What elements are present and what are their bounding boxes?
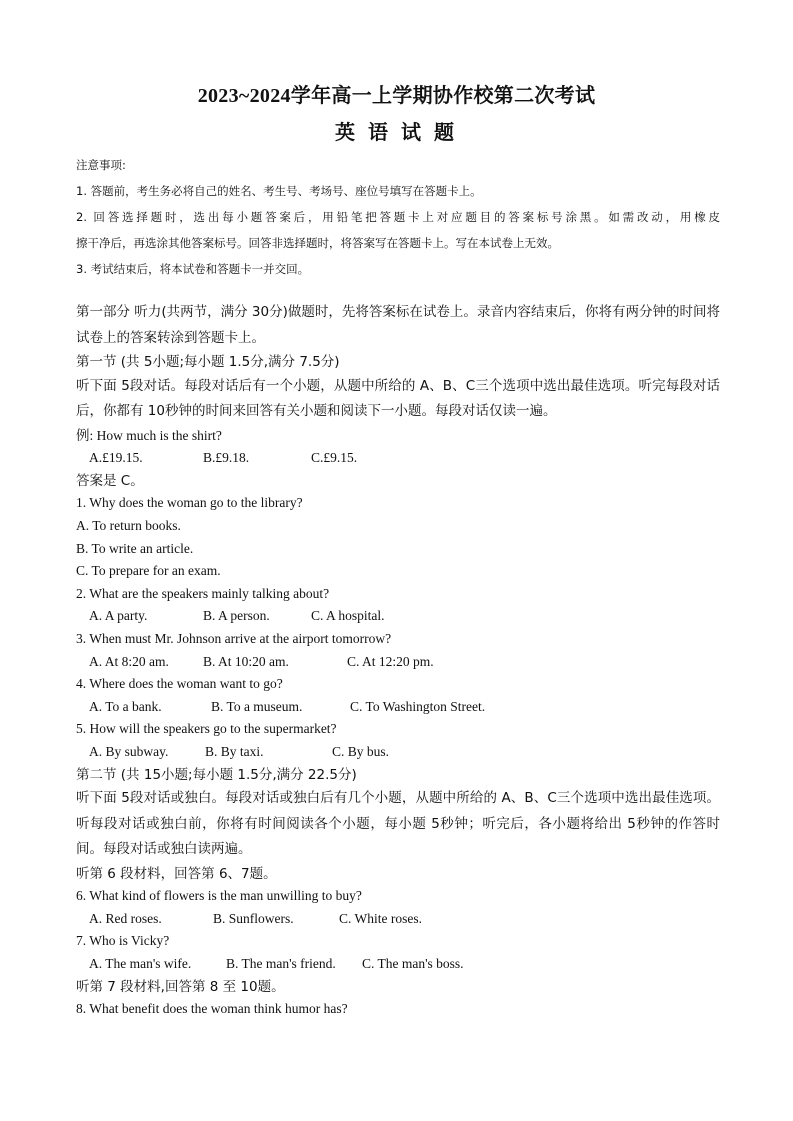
question-1-option-a: A. To return books. (76, 517, 181, 533)
question-6: 6. What kind of flowers is the man unwilling to buy? (76, 888, 362, 904)
question-7: 7. Who is Vicky? (76, 933, 170, 949)
notice-item-1: 1. 答题前，考生务必将自己的姓名、考生号、考场号、座位号填写在答题卡上。 (76, 184, 482, 198)
example-options (76, 447, 720, 470)
exam-subtitle: 英 语 试 题 (335, 122, 458, 144)
section2-title: 第二节 (共 15小题;每小题 1.5分,满分 22.5分) (76, 766, 357, 783)
example-answer: 答案是 C。 (76, 472, 144, 489)
notice-item-2-line-2: 擦干净后，再选涂其他答案标号。回答非选择题时，将答案写在答题卡上。写在本试卷上无效。 (76, 236, 559, 250)
notices-heading: 注意事项: (76, 158, 126, 172)
question-7-options (76, 953, 720, 976)
question-3: 3. When must Mr. Johnson arrive at the airport tomorrow? (76, 630, 392, 646)
notice-item-2-line-1: 2. 回答选择题时，选出每小题答案后，用铅笔把答题卡上对应题目的答案标号涂黑。如需改动，用橡皮 (76, 210, 720, 224)
section1-title: 第一节 (共 5小题;每小题 1.5分,满分 7.5分) (76, 354, 340, 370)
question-7-option-c: C. The man's boss. (362, 955, 464, 971)
part1-intro: 第一部分 听力(共两节，满分 30分)做题时，先将答案标在试卷上。录音内容结束后，你将有两分钟的时间将试卷上的答案转涂到答题卡上。 (76, 304, 720, 346)
question-6-option-a: A. Red roses. (89, 910, 162, 926)
material-6-intro: 听第 6 段材料，回答第 6、7题。 (76, 865, 277, 882)
question-7-option-b: B. The man's friend. (226, 955, 336, 971)
question-2: 2. What are the speakers mainly talking about? (76, 585, 330, 601)
material-7-intro: 听第 7 段材料,回答第 8 至 10题。 (76, 978, 285, 995)
listening-part (76, 300, 720, 1021)
section1-instructions: 听下面 5段对话。每段对话后有一个小题，从题中所给的 A、B、C三个选项中选出最佳选项。听完每段对话后，你都有 10秒钟的时间来回答有关小题和阅读下一小题。每段对话仅读一遍。 (76, 377, 720, 420)
question-5-options (76, 741, 720, 764)
question-5-option-a: A. By subway. (89, 743, 169, 759)
question-6-option-b: B. Sunflowers. (213, 910, 294, 926)
question-2-options (76, 605, 720, 628)
example-option-a: A.£19.15. (89, 450, 143, 466)
exam-title: 2023~2024学年高一上学期协作校第二次考试 (197, 85, 596, 107)
question-4-option-a: A. To a bank. (89, 698, 162, 714)
question-3-option-b: B. At 10:20 am. (203, 653, 289, 669)
question-2-option-b: B. A person. (203, 608, 270, 624)
example-question: 例: How much is the shirt? (76, 427, 222, 443)
question-6-option-c: C. White roses. (339, 910, 422, 926)
notices (76, 152, 720, 282)
question-4-options (76, 696, 720, 719)
question-1: 1. Why does the woman go to the library? (76, 495, 303, 511)
question-5: 5. How will the speakers go to the supermarket? (76, 721, 337, 737)
question-2-option-c: C. A hospital. (311, 608, 385, 624)
question-3-options (76, 651, 720, 674)
question-3-option-c: C. At 12:20 pm. (347, 653, 434, 669)
question-5-option-c: C. By bus. (332, 743, 390, 759)
question-8: 8. What benefit does the woman think humor has? (76, 1001, 348, 1017)
question-6-options (76, 908, 720, 931)
question-1-option-b: B. To write an article. (76, 540, 194, 556)
question-4: 4. Where does the woman want to go? (76, 676, 283, 692)
question-4-option-c: C. To Washington Street. (350, 698, 486, 714)
question-2-option-a: A. A party. (89, 608, 148, 624)
section2-instructions: 听下面 5段对话或独白。每段对话或独白后有几个小题，从题中所给的 A、B、C三个选项中选出最佳选项。听每段对话或独白前，你将有时间阅读各个小题，每小题 5秒钟；听完后，各小题将给出 5秒钟的作答时间。每段对话或独白读两遍。 (76, 790, 720, 858)
example-option-b: B.£9.18. (203, 450, 250, 466)
question-5-option-b: B. By taxi. (205, 743, 264, 759)
example-option-c: C.£9.15. (311, 450, 358, 466)
question-4-option-b: B. To a museum. (211, 698, 303, 714)
question-1-option-c: C. To prepare for an exam. (76, 563, 221, 579)
question-7-option-a: A. The man's wife. (89, 955, 192, 971)
notice-item-3: 3. 考试结束后，将本试卷和答题卡一并交回。 (76, 262, 310, 276)
question-3-option-a: A. At 8:20 am. (89, 653, 169, 669)
